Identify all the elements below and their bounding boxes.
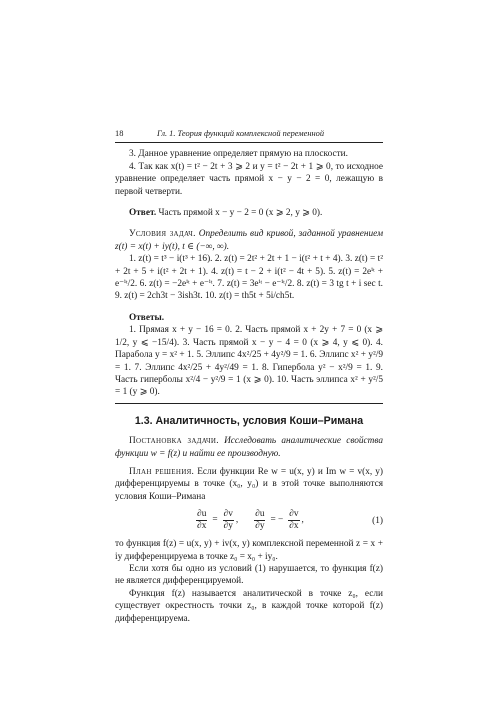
- exercise-statement: [115, 228, 383, 253]
- section-title: 1.3. Аналитичность, условия Коши–Римана: [134, 414, 364, 427]
- answers-list: 1. Прямая x + y − 16 = 0. 2. Часть прямой x + 2y + 7 = 0 (x ⩾ 1/2, y ⩽ −15/4). 3. Часть прямой x − y − 4 = 0 (x ⩾ 4, y ⩽ 0). 4. Парабола y = x² + 1. 5. Эллипс 4x²/25 + 4y²/9 = 1. 6. Эллипс x² + y²/9 = 1. 7. Эллипс 4x²/25 + 4y²/49 = 1. 8. Гипербола y² − x²/9 = 1. 9. Часть гиперболы x²/4 − y²/9 = 1 (x ⩾ 0). 10. Часть эллипса x² + y²/5 = 1 (y ⩾ 0).: [115, 325, 383, 398]
- plan-label: План решения.: [129, 466, 195, 477]
- fraction-du-dy: $\frac{\partial u}{\partial y}$: [255, 509, 265, 532]
- problem-text: Исследовать аналитические свойства функции w = f(z) и найти ее производную.: [115, 436, 383, 459]
- answer-label: Ответ.: [129, 208, 157, 219]
- plan-text: Если функции Re w = u(x, y) и Im w = v(x, y) дифференцируемы в точке (x₀, y₀) и в этой точке выполняются условия Коши–Римана: [115, 466, 383, 502]
- exercises-label: Условия задач.: [129, 229, 196, 240]
- analytic-definition: Функция f(z) называется аналитической в точке z₀, если существует окрестность точки z₀, в каждой точке которой f(z) дифференцируема.: [115, 588, 383, 624]
- paragraph-item-4: 4. Так как x(t) = t² − 2t + 3 ⩾ 2 и y = t² − 2t + 1 ⩾ 0, то исходное уравнение определяет часть прямой x − y − 2 = 0, лежащую в первой четверти.: [115, 161, 383, 197]
- problem-label: Постановка задачи.: [129, 436, 219, 447]
- equation-number: (1): [372, 516, 383, 527]
- fraction-dv-dy: $\frac{\partial v}{\partial y}$: [223, 509, 233, 532]
- paragraph-item-3: 3. Данное уравнение определяет прямую на плоскости.: [129, 149, 348, 160]
- exercises-prompt: Определить вид кривой, заданной уравнением z(t) = x(t) + iy(t), t ∈ (−∞, ∞).: [115, 229, 384, 252]
- solution-plan: [115, 466, 383, 503]
- book-page: [115, 128, 383, 625]
- cauchy-riemann-formula: $\frac{\partial u}{\partial x}$ = $\frac{\partial v}{\partial y}$ , $\frac{\partial u}{\partial y}$ = − $\frac{\partial v}{\partial x}$ , (1): [197, 509, 383, 532]
- formula-conclusion: то функция f(z) = u(x, y) + iv(x, y) комплексной переменной z = x + iy дифференцируема в точке z₀ = x₀ + iy₀.: [115, 539, 383, 562]
- answers-label: Ответы.: [129, 312, 165, 323]
- section-divider: [115, 403, 383, 404]
- page-number: 18: [115, 129, 124, 138]
- problem-statement: [115, 435, 383, 460]
- answer-line: [115, 207, 383, 219]
- chapter-title: Гл. 1. Теория функций комплексной переменной: [157, 129, 325, 138]
- fraction-dv-dx: $\frac{\partial v}{\partial x}$: [289, 509, 299, 532]
- condition-violation-note: Если хотя бы одно из условий (1) нарушается, то функция f(z) не является дифференцируемой.: [115, 563, 383, 587]
- answer-text: Часть прямой x − y − 2 = 0 (x ⩾ 2, y ⩾ 0).: [156, 208, 323, 219]
- running-header: [115, 128, 383, 143]
- fraction-du-dx: $\frac{\partial u}{\partial x}$: [197, 509, 207, 532]
- exercise-list: 1. z(t) = t³ − i(t³ + 16). 2. z(t) = 2t² + 2t + 1 − i(t² + t + 4). 3. z(t) = t² + 2t + 5 + i(t² + 2t + 1). 4. z(t) = t − 2 + i(t² − 4t + 5). 5. z(t) = 2eⁱᵗ + e⁻ⁱᵗ/2. 6. z(t) = −2eⁱᵗ + e⁻ⁱᵗ. 7. z(t) = 3eⁱᵗ − e⁻ⁱᵗ/2. 8. z(t) = 3 tg t + i sec t. 9. z(t) = 2ch3t − 3ish3t. 10. z(t) = th5t + 5i/ch5t.: [115, 254, 383, 302]
